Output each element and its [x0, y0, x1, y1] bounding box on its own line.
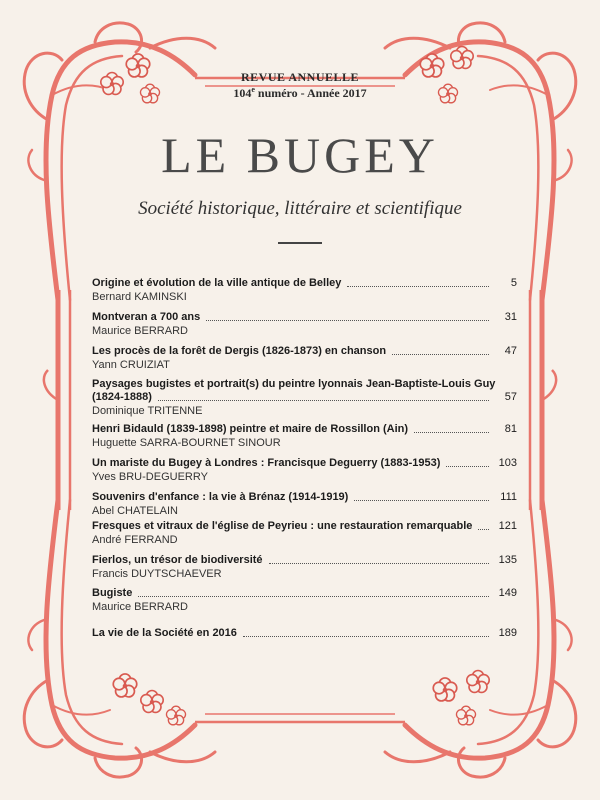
toc-page: 189 [498, 627, 517, 639]
toc-entry [92, 457, 517, 484]
toc-page: 149 [498, 587, 517, 599]
toc-title: Fierlos, un trésor de biodiversité [92, 554, 263, 566]
toc-author: André FERRAND [92, 534, 178, 546]
toc-title: Fresques et vitraux de l'église de Peyrieu : une restauration remarquable [92, 520, 473, 532]
toc-entry [92, 345, 517, 372]
toc-title: Bugiste [92, 587, 133, 599]
toc-title: Les procès de la forêt de Dergis (1826-1873) en chanson [92, 345, 387, 357]
toc-page: 5 [510, 277, 517, 289]
toc-title: Un mariste du Bugey à Londres : Francisque Deguerry (1883-1953) [92, 457, 441, 469]
toc-page: 111 [500, 491, 517, 503]
toc-page: 47 [504, 345, 517, 357]
toc-author: Huguette SARRA-BOURNET SINOUR [92, 437, 281, 449]
toc-author: Yann CRUIZIAT [92, 359, 170, 371]
toc-author: Bernard KAMINSKI [92, 291, 187, 303]
toc-author: Abel CHATELAIN [92, 505, 178, 517]
toc-entry [92, 378, 517, 418]
toc-page: 57 [504, 391, 517, 403]
toc-author: Dominique TRITENNE [92, 405, 203, 417]
toc-title: Souvenirs d'enfance : la vie à Brénaz (1914-1919) [92, 491, 349, 503]
toc-author: Francis DUYTSCHAEVER [92, 568, 222, 580]
toc-title: Paysages bugistes et portrait(s) du peintre lyonnais Jean-Baptiste-Louis Guy [92, 378, 496, 390]
toc-page: 81 [504, 423, 517, 435]
toc-entry [92, 277, 517, 304]
title-rule [278, 242, 322, 244]
toc-entry [92, 627, 517, 640]
toc-title: Origine et évolution de la ville antique de Belley [92, 277, 342, 289]
issue-number: 104e numéro - Année 2017 [233, 85, 367, 100]
toc-entry [92, 554, 517, 581]
toc-entry [92, 491, 517, 518]
toc-entry [92, 520, 517, 547]
toc-title: Henri Bidauld (1839-1898) peintre et maire de Rossillon (Ain) [92, 423, 409, 435]
toc-title-cont: (1824-1888) [92, 391, 152, 403]
toc-author: Yves BRU-DEGUERRY [92, 471, 208, 483]
toc-author: Maurice BERRARD [92, 325, 188, 337]
toc-page: 103 [498, 457, 517, 469]
toc-page: 31 [504, 311, 517, 323]
journal-subtitle: Société historique, littéraire et scientifique [138, 198, 462, 219]
toc-author: Maurice BERRARD [92, 601, 188, 613]
toc-title: La vie de la Société en 2016 [92, 627, 237, 639]
toc-page: 135 [498, 554, 517, 566]
toc-entry [92, 311, 517, 338]
revue-label: REVUE ANNUELLE [240, 70, 360, 84]
toc-entry [92, 587, 517, 614]
toc-title: Montveran a 700 ans [92, 311, 201, 323]
journal-title: LE BUGEY [161, 127, 439, 183]
toc-page: 121 [498, 520, 517, 532]
toc-entry [92, 423, 517, 450]
